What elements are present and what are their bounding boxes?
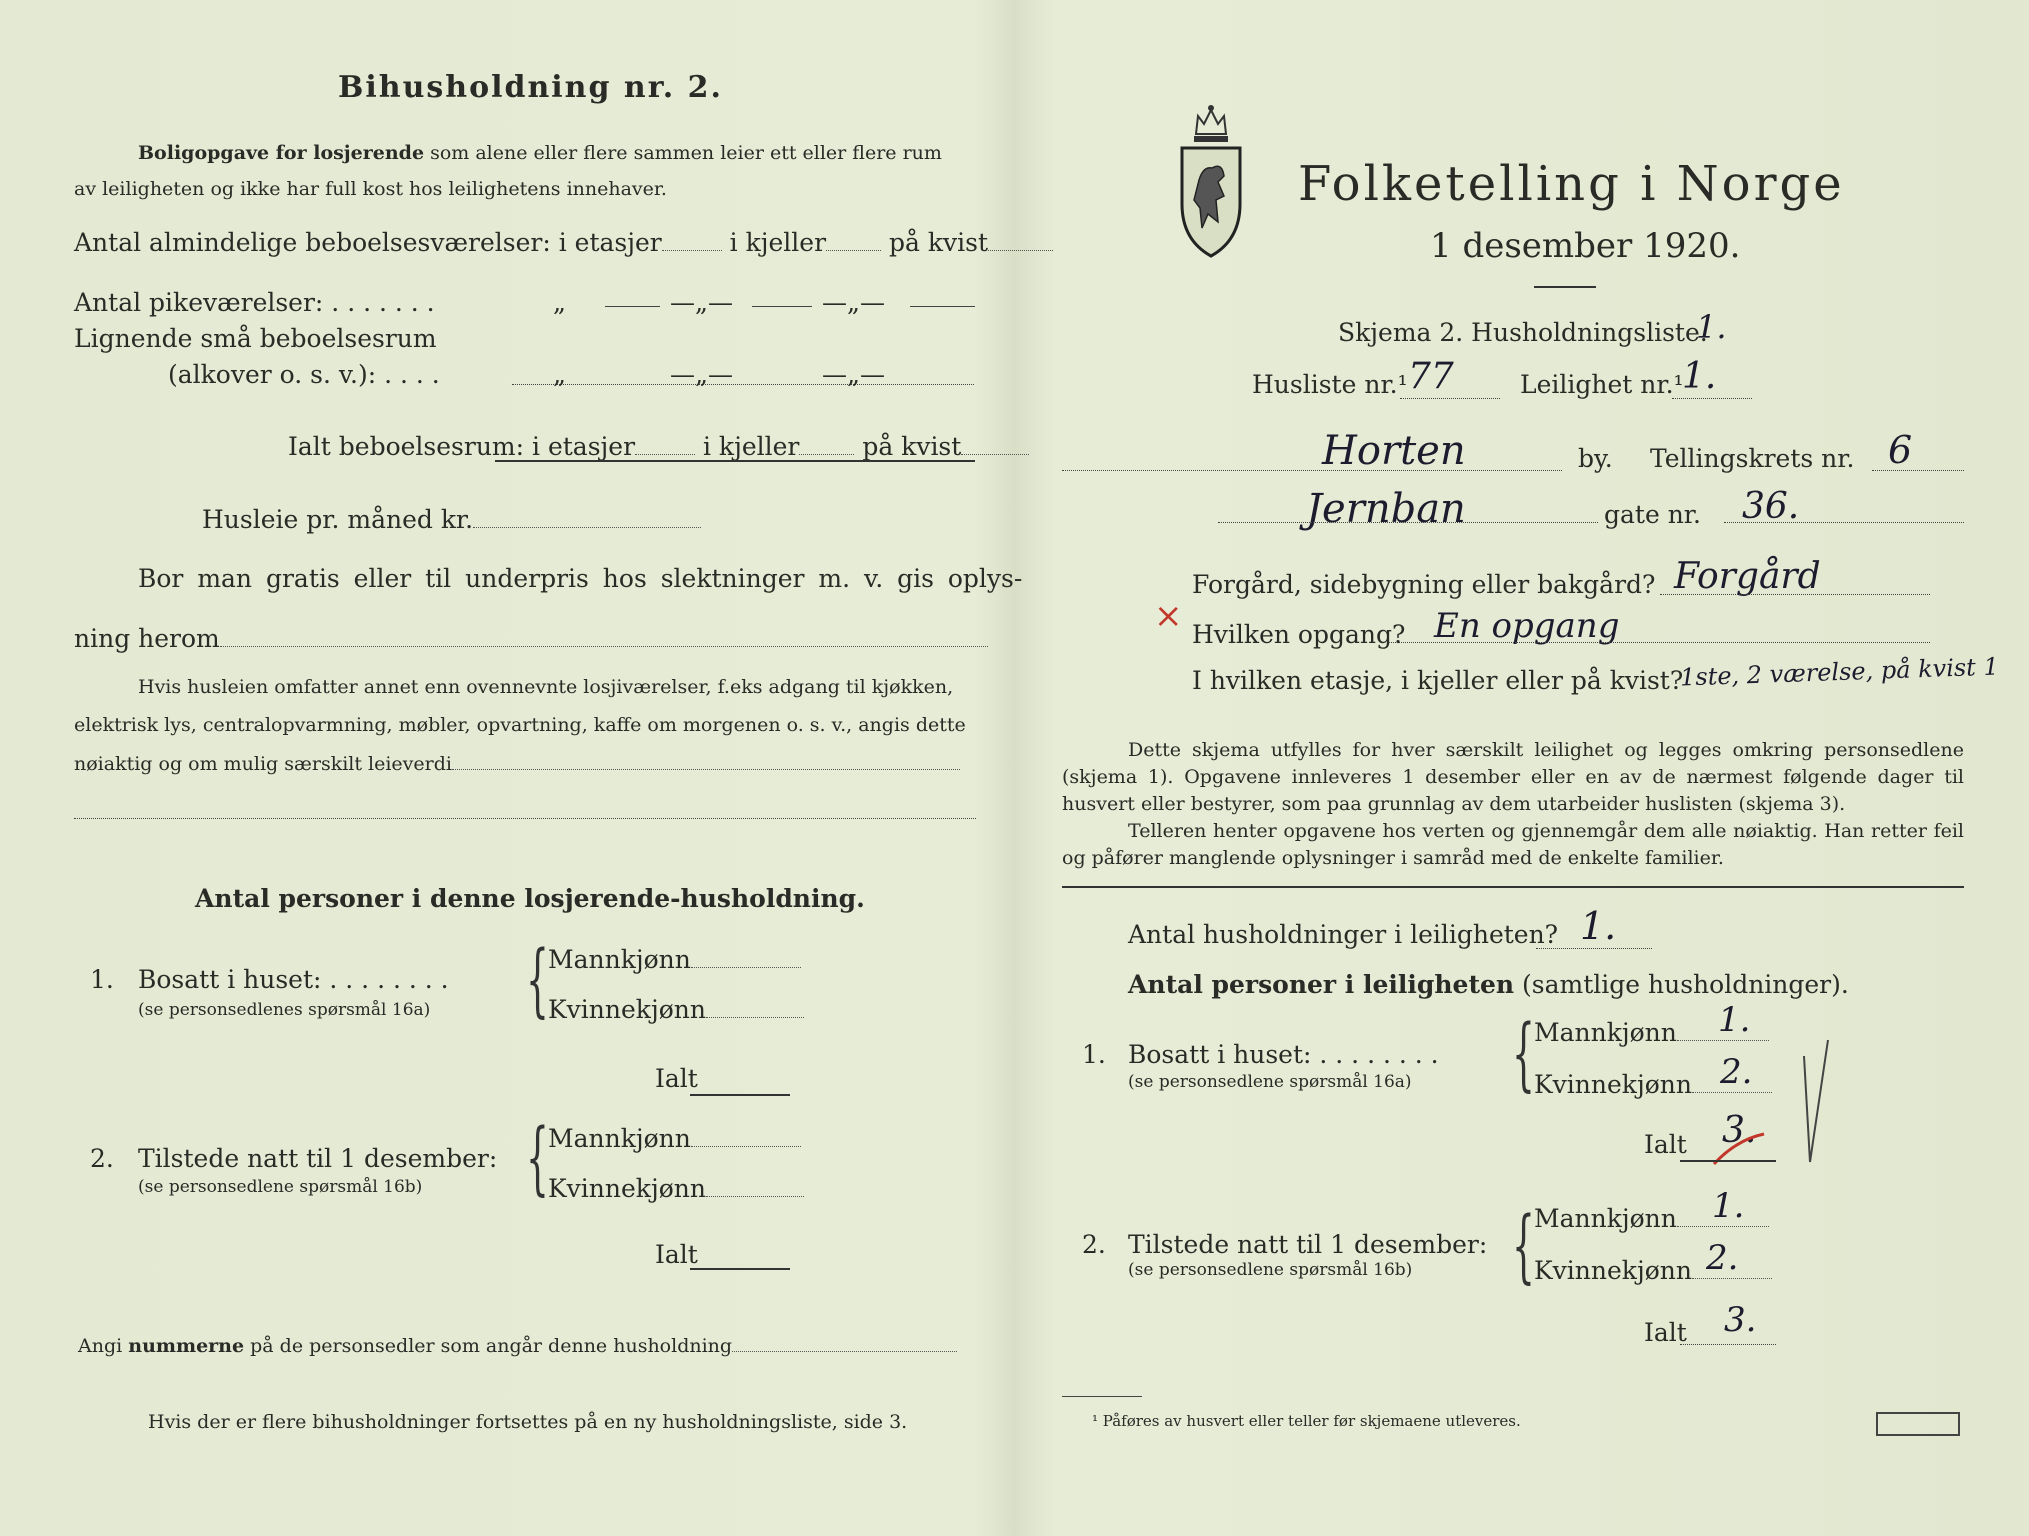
intro-line2: av leiligheten og ikke har full kost hos leilighetens innehaver. (74, 178, 667, 200)
street-field (1218, 522, 1598, 523)
angi-rest: på de personsedler som angår denne husholdning (250, 1335, 733, 1357)
main-title: Folketelling i Norge (1298, 156, 1845, 212)
right-q1-ialt-field (1680, 1160, 1776, 1162)
right-q1-sub: (se personsedlene spørsmål 16a) (1128, 1072, 1412, 1092)
forgaard-field (1660, 594, 1930, 595)
krets-field (1872, 470, 1964, 471)
street-value[interactable]: Jernban (1306, 486, 1466, 532)
right-persons-heading (1128, 970, 1849, 999)
rooms-kjeller-field[interactable] (826, 249, 881, 251)
gate-field (1724, 522, 1964, 523)
total-underline (495, 460, 975, 462)
opgang-field (1388, 642, 1930, 643)
left-q1-mann-label: Mannkjønn (548, 945, 691, 974)
total-rooms-label: Ialt beboelsesrum: (288, 432, 525, 461)
rooms-row (74, 228, 1053, 257)
leieverdi-field[interactable] (452, 768, 960, 770)
left-q1-brace: { (525, 933, 549, 1026)
left-q2-mann-field[interactable] (691, 1145, 801, 1147)
gratis-field[interactable] (220, 645, 988, 647)
left-q1-kvinne-label: Kvinnekjønn (548, 995, 706, 1024)
right-q2-ialt-value[interactable]: 3. (1724, 1300, 1757, 1340)
right-q2-mann-value[interactable]: 1. (1712, 1186, 1745, 1226)
footnote-rule (1062, 1396, 1142, 1397)
husliste-field (1400, 398, 1500, 399)
total-kvist-field[interactable] (961, 453, 1029, 455)
left-q2-kvinne-label: Kvinnekjønn (548, 1174, 706, 1203)
left-q2-label: Tilstede natt til 1 desember: (138, 1144, 498, 1173)
rooms-kvist-field[interactable] (988, 249, 1053, 251)
instructions-para2: Telleren henter opgavene hos verten og gjennemgår dem alle nøiaktig. Han retter feil og påfører manglende oplysninger i samråd med de enkelte familier. (1062, 820, 1964, 869)
pike-label: Antal pikeværelser: . . . . . . . (74, 288, 435, 317)
gratis-line2: ning herom (74, 624, 220, 653)
rooms-etasjer-label: i etasjer (558, 228, 662, 257)
rooms-kjeller-label: i kjeller (729, 228, 827, 257)
opgang-label: Hvilken opgang? (1192, 620, 1406, 649)
hush-label: Antal husholdninger i leiligheten? (1128, 920, 1559, 949)
right-q2-kvinne-value[interactable]: 2. (1706, 1238, 1739, 1278)
right-q2-ialt-field (1680, 1344, 1776, 1345)
krets-label: Tellingskrets nr. (1650, 444, 1855, 473)
pike-field-3[interactable] (910, 306, 975, 307)
small-ditto-1: „ (553, 360, 566, 389)
printer-stamp (1876, 1412, 1960, 1436)
left-q1-mann-field[interactable] (691, 966, 801, 968)
etasje-value[interactable]: 1ste, 2 værelse, på kvist 1 (1679, 652, 2000, 692)
by-label: by. (1578, 444, 1613, 473)
total-rooms-row (288, 432, 1029, 461)
small-rooms-line1: Lignende små beboelsesrum (74, 324, 437, 353)
footnote: ¹ Påføres av husvert eller teller før skjemaene utleveres. (1092, 1412, 1521, 1430)
title-rule (1534, 286, 1596, 288)
pike-field-2[interactable] (752, 306, 812, 307)
right-q1-mann-value[interactable]: 1. (1718, 1000, 1751, 1040)
right-q1-brace: { (1511, 1007, 1535, 1100)
right-q1-mann-label: Mannkjønn (1534, 1018, 1677, 1047)
rent-field[interactable] (473, 526, 701, 528)
leilighet-label: Leilighet nr.¹ (1520, 370, 1684, 399)
hush-field (1536, 948, 1652, 949)
left-q1-ialt-field[interactable] (690, 1094, 790, 1096)
leilighet-field (1672, 398, 1752, 399)
left-q2-num: 2. (90, 1144, 114, 1173)
instructions-para1: Dette skjema utfylles for hver særskilt leilighet og legges omkring personsedlene (skjema 1). Opgavene innleveres 1 desember eller en av de nærmest følgende dager til husvert eller bestyrer, som paa grunnlag av dem utarbeider huslisten (skjema 3). (1062, 739, 1964, 815)
right-q1-num: 1. (1082, 1040, 1106, 1069)
right-q2-num: 2. (1082, 1230, 1106, 1259)
left-q2-brace: { (525, 1111, 549, 1204)
intro-line1 (138, 142, 942, 164)
check-stroke (1796, 1036, 1836, 1166)
left-q1-kvinne-field[interactable] (706, 1016, 804, 1018)
left-q1-mann-row (548, 945, 801, 974)
left-q2-mann-row (548, 1124, 801, 1153)
city-value[interactable]: Horten (1322, 428, 1466, 474)
left-q2-mann-label: Mannkjønn (548, 1124, 691, 1153)
left-q1-sub: (se personsedlenes spørsmål 16a) (138, 1000, 431, 1020)
rooms-label: Antal almindelige beboelsesværelser: (74, 228, 551, 257)
left-q2-kvinne-row (548, 1174, 804, 1203)
note-line3: nøiaktig og om mulig særskilt leieverdi (74, 753, 452, 775)
rooms-kvist-label: på kvist (889, 228, 988, 257)
leieverdi-field-2[interactable] (74, 818, 976, 819)
total-etasjer-label: i etasjer (532, 432, 636, 461)
right-persons-rest: (samtlige husholdninger). (1522, 970, 1849, 999)
total-etasjer-field[interactable] (635, 453, 695, 455)
total-kvist-label: på kvist (862, 432, 962, 461)
krets-value[interactable]: 6 (1888, 428, 1913, 472)
forgaard-label: Forgård, sidebygning eller bakgård? (1192, 570, 1656, 599)
census-date: 1 desember 1920. (1430, 226, 1741, 266)
rent-row (202, 505, 701, 534)
gate-value[interactable]: 36. (1742, 486, 1800, 527)
gratis-line1: Bor man gratis eller til underpris hos slektninger m. v. gis oplys- (138, 564, 1023, 593)
etasje-label: I hvilken etasje, i kjeller eller på kvist? (1192, 666, 1684, 695)
left-q2-ialt-label: Ialt (655, 1240, 698, 1269)
gate-label: gate nr. (1604, 500, 1701, 529)
right-q2-kvinne-label: Kvinnekjønn (1534, 1256, 1692, 1285)
right-q1-kvinne-label: Kvinnekjønn (1534, 1070, 1692, 1099)
angi-pre: Angi (78, 1335, 123, 1357)
intro-rest: som alene eller flere sammen leier ett eller flere rum (430, 142, 942, 164)
left-q1-num: 1. (90, 965, 114, 994)
right-q1-kvinne-value[interactable]: 2. (1720, 1052, 1753, 1092)
note-line2: elektrisk lys, centralopvarmning, møbler, opvartning, kaffe om morgenen o. s. v., angis dette (74, 714, 966, 736)
right-persons-bold: Antal personer i leiligheten (1128, 970, 1515, 999)
pike-ditto-2: —„— (670, 288, 733, 317)
left-q2-kvinne-field[interactable] (706, 1195, 804, 1197)
left-footer: Hvis der er flere bihusholdninger fortsettes på en ny husholdningsliste, side 3. (148, 1411, 908, 1433)
intro-bold: Boligopgave for losjerende (138, 142, 425, 164)
red-check-mark: × (1154, 596, 1183, 636)
pike-field-1[interactable] (605, 306, 660, 307)
city-field (1062, 470, 1562, 471)
left-q1-label: Bosatt i huset: . . . . . . . . (138, 965, 449, 994)
right-q2-sub: (se personsedlene spørsmål 16b) (1128, 1260, 1413, 1280)
husliste-label: Husliste nr.¹ (1252, 370, 1408, 399)
angi-field[interactable] (732, 1350, 957, 1352)
small-ditto-3: —„— (822, 360, 885, 389)
right-q2-brace: { (1511, 1199, 1535, 1292)
small-rooms-field-0[interactable] (512, 384, 974, 385)
left-persons-heading: Antal personer i denne losjerende-husholdning. (195, 884, 865, 913)
opgang-value[interactable]: En opgang (1434, 606, 1620, 646)
leilighet-value[interactable]: 1. (1682, 356, 1717, 397)
right-q1-label: Bosatt i huset: . . . . . . . . (1128, 1040, 1439, 1069)
total-kjeller-label: i kjeller (702, 432, 800, 461)
small-ditto-2: —„— (670, 360, 733, 389)
left-q2-ialt-field[interactable] (690, 1268, 790, 1270)
coat-of-arms-icon (1178, 104, 1244, 260)
skjema-label: Skjema 2. Husholdningsliste. (1338, 318, 1708, 347)
pike-ditto-3: —„— (822, 288, 885, 317)
skjema-value[interactable]: 1. (1696, 308, 1727, 346)
right-q1-ialt-value[interactable]: 3. (1722, 1110, 1757, 1151)
husliste-value[interactable]: 77 (1408, 356, 1454, 397)
left-q1-kvinne-row (548, 995, 804, 1024)
pike-ditto-1: „ (553, 288, 566, 317)
right-q2-label: Tilstede natt til 1 desember: (1128, 1230, 1488, 1259)
total-kjeller-field[interactable] (799, 453, 854, 455)
angi-bold: nummerne (128, 1335, 245, 1357)
forgaard-value[interactable]: Forgård (1674, 556, 1821, 597)
right-q1-ialt-label: Ialt (1644, 1130, 1687, 1159)
red-correction-stroke (1708, 1128, 1768, 1168)
hush-value[interactable]: 1. (1580, 904, 1617, 948)
left-title: Bihusholdning nr. 2. (338, 70, 723, 105)
right-q2-mann-label: Mannkjønn (1534, 1204, 1677, 1233)
rent-label: Husleie pr. måned kr. (202, 505, 474, 534)
section-divider (1062, 886, 1964, 888)
rooms-etasjer-field[interactable] (662, 249, 722, 251)
left-q2-sub: (se personsedlene spørsmål 16b) (138, 1177, 423, 1197)
left-q1-ialt-label: Ialt (655, 1064, 698, 1093)
small-rooms-line2: (alkover o. s. v.): . . . . (168, 360, 440, 389)
gratis-row (74, 624, 988, 653)
angi-row (78, 1335, 957, 1357)
right-q2-ialt-label: Ialt (1644, 1318, 1687, 1347)
note-row3 (74, 753, 960, 775)
note-line1: Hvis husleien omfatter annet enn ovennevnte losjiværelser, f.eks adgang til kjøkken, (138, 676, 954, 698)
